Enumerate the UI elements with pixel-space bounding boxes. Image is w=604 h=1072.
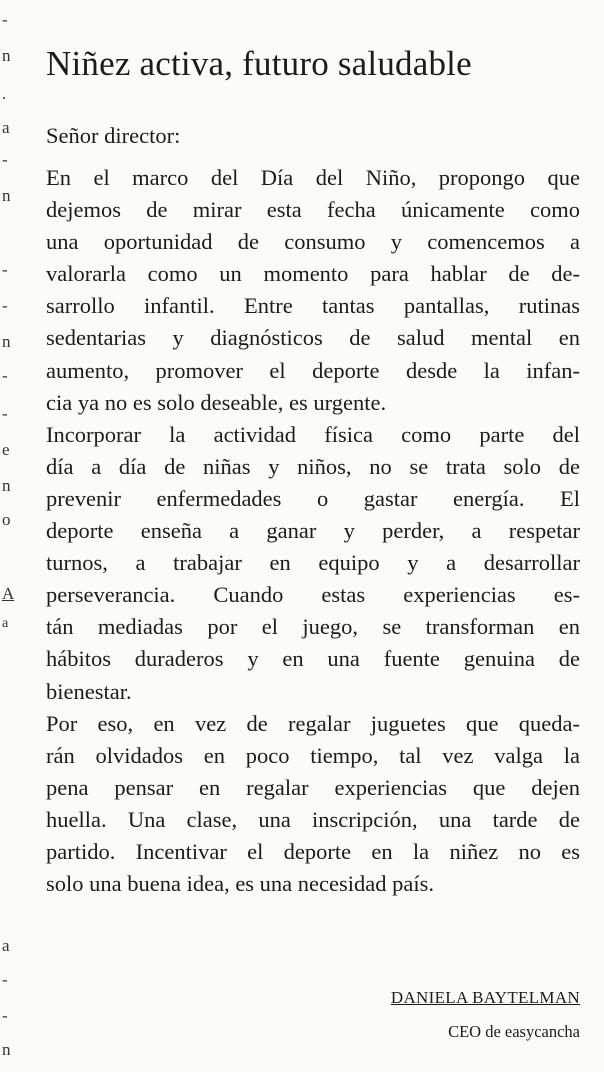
- edge-fragment: -: [2, 296, 8, 315]
- text-line: pena pensar en regalar experiencias que dejen: [46, 774, 580, 800]
- edge-fragment: A: [2, 584, 15, 603]
- edge-fragment: o: [2, 510, 11, 529]
- text-line: sedentarias y diagnósticos de salud mental en: [46, 325, 580, 351]
- edge-fragment: -: [2, 404, 8, 423]
- text-line: En el marco del Día del Niño, propongo que: [46, 165, 580, 190]
- paragraph-2: [46, 419, 580, 708]
- edge-fragment: a: [2, 936, 10, 955]
- text-line: bienestar.: [46, 678, 132, 704]
- text-line: dejemos de mirar esta fecha únicamente como: [46, 197, 580, 223]
- adjacent-column-fragments: [0, 0, 16, 1072]
- edge-fragment: a: [2, 118, 10, 137]
- edge-fragment: -: [2, 366, 8, 385]
- text-line: aumento, promover el deporte desde la infan-: [46, 357, 580, 383]
- text-line: tán mediadas por el juego, se transforman en: [46, 614, 580, 640]
- text-line: huella. Una clase, una inscripción, una tarde de: [46, 806, 580, 832]
- paragraph-3: [46, 708, 580, 901]
- edge-fragment: a: [2, 616, 9, 631]
- text-line: valorarla como un momento para hablar de de-: [46, 261, 580, 287]
- text-line: sarrollo infantil. Entre tantas pantallas, rutinas: [46, 293, 580, 319]
- text-line: Incorporar la actividad física como parte del: [46, 421, 580, 447]
- author-signature: DANIELA BAYTELMAN: [390, 988, 580, 1007]
- edge-fragment: e: [2, 440, 10, 459]
- edge-fragment: n: [2, 46, 11, 65]
- edge-fragment: n: [2, 1040, 11, 1059]
- text-line: perseverancia. Cuando estas experiencias es-: [46, 582, 580, 608]
- text-line: Por eso, en vez de regalar juguetes que queda-: [46, 710, 580, 736]
- edge-fragment: -: [2, 970, 8, 989]
- edge-fragment: -: [2, 1006, 8, 1025]
- text-line: día a día de niñas y niños, no se trata solo de: [46, 453, 580, 479]
- text-line: solo una buena idea, es una necesidad país.: [46, 871, 434, 897]
- author-role: CEO de easycancha: [448, 1022, 580, 1041]
- text-line: turnos, a trabajar en equipo y a desarrollar: [46, 550, 580, 576]
- text-line: rán olvidados en poco tiempo, tal vez valga la: [46, 742, 580, 768]
- edge-fragment: -: [2, 150, 8, 169]
- text-line: deporte enseña a ganar y perder, a respetar: [46, 518, 580, 544]
- edge-fragment: n: [2, 476, 11, 495]
- paragraph-1: [46, 162, 580, 419]
- edge-fragment: -: [2, 260, 8, 279]
- edge-fragment: .: [2, 84, 7, 103]
- edge-fragment: n: [2, 332, 11, 351]
- letter-body: [46, 162, 580, 900]
- text-line: una oportunidad de consumo y comencemos a: [46, 229, 580, 255]
- text-line: partido. Incentivar el deporte en la niñez no es: [46, 838, 580, 864]
- headline: Niñez activa, futuro saludable: [46, 44, 472, 83]
- text-line: cia ya no es solo deseable, es urgente.: [46, 389, 387, 415]
- text-line: prevenir enfermedades o gastar energía. El: [46, 485, 580, 511]
- edge-fragment: n: [2, 186, 11, 205]
- salutation: Señor director:: [46, 123, 181, 148]
- edge-fragment: -: [2, 10, 8, 29]
- text-line: hábitos duraderos y en una fuente genuina de: [46, 646, 580, 672]
